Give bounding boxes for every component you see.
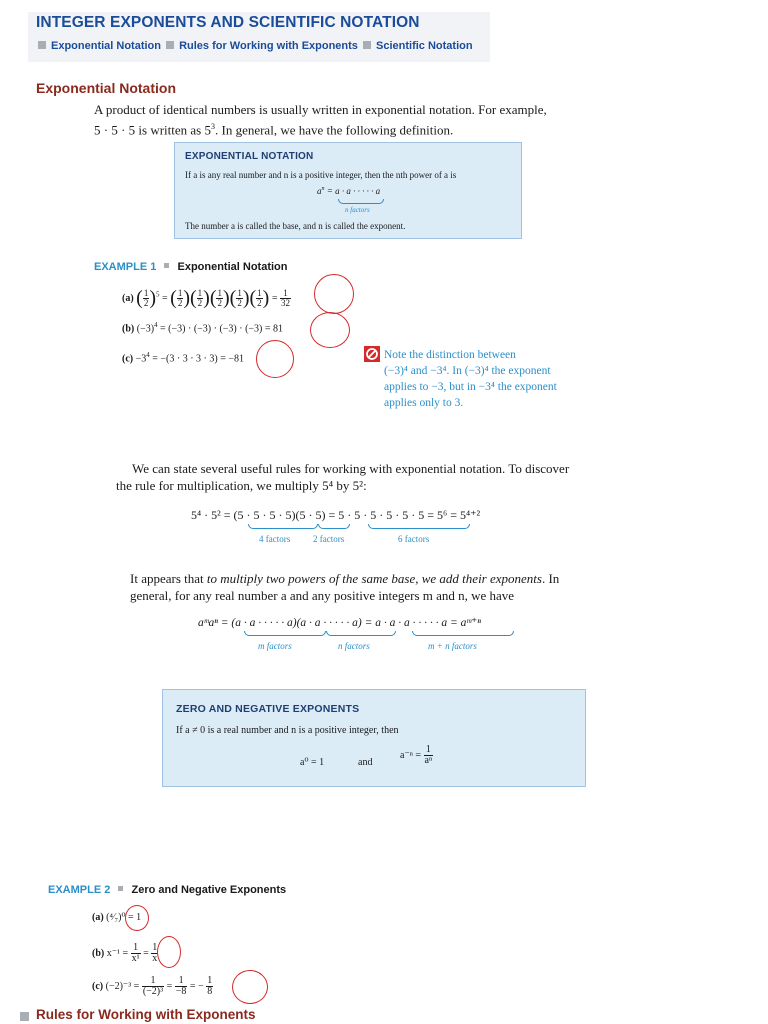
example1-part-a: (a) ( $\frac{1}{2}$ )$^5$ = ( $\frac{1}{2}$ )( $\frac{1}{2}$ )( $\frac{1}{2}$ )( $\frac{1}{2}$ )( $\frac{1}{2}$ ) = $\frac{1}{32}$ xyxy=(122,287,290,309)
bullet-square-icon xyxy=(38,41,46,49)
zero-negative-box-title: ZERO AND NEGATIVE EXPONENTS xyxy=(176,703,360,715)
brace-2-factors xyxy=(318,524,350,529)
example1-part-c: $(c) -3^4 = -(3 \cdot 3 \cdot 3 \cdot 3) = -81$ xyxy=(122,351,244,365)
red-circle-annotation xyxy=(256,340,294,378)
red-circle-annotation xyxy=(125,905,149,931)
example2-heading xyxy=(48,884,286,896)
example2-part-b: (b) x⁻¹ = $\frac{1}{\text{x¹}}$ = $\frac{1}{x}$ xyxy=(92,942,158,964)
label-4-factors: 4 factors xyxy=(259,534,291,544)
general-rule-equation: aᵐaⁿ = (a · a · · · · · a)(a · a · · · · · a) = a · a · a · · · · · a = aᵐ⁺ⁿ xyxy=(198,617,481,629)
bullet-square-icon xyxy=(20,1012,29,1021)
label-n-factors: n factors xyxy=(338,641,370,651)
definition-formula: $a^n = a \cdot a$ · · · · · a xyxy=(317,186,381,196)
zero-exponent-formula: a⁰ = 1 xyxy=(300,757,325,768)
red-circle-annotation xyxy=(310,312,350,348)
definition-line: If a is any real number and n is a positive integer, then the nth power of a is xyxy=(185,170,457,180)
zero-negative-condition: If a ≠ 0 is a real number and n is a positive integer, then xyxy=(176,725,399,736)
definition-factors-label: n factors xyxy=(345,206,370,214)
intro-line-1: A product of identical numbers is usually written in exponential notation. For example, xyxy=(94,102,547,117)
brace-4-factors xyxy=(248,524,318,529)
example1-heading xyxy=(94,261,287,273)
separator-square-icon xyxy=(118,886,123,891)
example2-label: EXAMPLE 2 xyxy=(48,884,111,896)
example2-title: Zero and Negative Exponents xyxy=(131,884,287,896)
label-2-factors: 2 factors xyxy=(313,534,345,544)
section-heading-rules: Rules for Working with Exponents xyxy=(36,1007,256,1022)
label-6-factors: 6 factors xyxy=(398,534,430,544)
brace-m-factors xyxy=(244,631,326,636)
label-m-plus-n-factors: m + n factors xyxy=(428,641,477,651)
bullet-square-icon xyxy=(363,41,371,49)
red-circle-annotation xyxy=(314,274,354,314)
definition-footer: The number a is called the base, and n is called the exponent. xyxy=(185,221,406,231)
section-heading-exponential-notation: Exponential Notation xyxy=(36,80,176,96)
example1-title: Exponential Notation xyxy=(177,261,288,273)
section-subnav xyxy=(36,40,473,52)
example1-label: EXAMPLE 1 xyxy=(94,261,157,273)
rules-intro-paragraph: We can state several useful rules for working with exponential notation. To discover the rule for multiplication, we multiply 5⁴ by 5²: xyxy=(116,461,570,493)
example1-part-b: (b) $(-3)^4 = (-3) \cdot (-3) \cdot (-3) \cdot (-3) = 81$ xyxy=(122,321,284,335)
bullet-square-icon xyxy=(166,41,174,49)
multiplication-example-equation: 5⁴ · 5² = (5 · 5 · 5 · 5)(5 · 5) = 5 · 5 · 5 · 5 · 5 · 5 = 5⁶ = 5⁴⁺² xyxy=(191,508,481,522)
brace-n-factors xyxy=(326,631,396,636)
definition-brace xyxy=(338,199,384,204)
and-word: and xyxy=(358,757,373,768)
brace-6-factors xyxy=(368,524,470,529)
example1-a-answer: $\frac{1}{32}$ xyxy=(280,288,290,308)
example2-part-c: (c) (−2)⁻³ = $\frac{1}{\text{(−2)³}}$ = $\frac{1}{-8}$ = − $\frac{1}{8}$ xyxy=(92,975,213,997)
intro-line-2: 5 · 5 · 5 is written as $5^3$. In general, we have the following definition. xyxy=(94,122,454,138)
intro-paragraph xyxy=(94,101,547,138)
definition-box-title: EXPONENTIAL NOTATION xyxy=(185,151,314,162)
subnav-scientific-notation[interactable]: Scientific Notation xyxy=(376,40,473,52)
brace-m-plus-n-factors xyxy=(412,631,514,636)
warning-note: Note the distinction between (−3)⁴ and −3⁴. In (−3)⁴ the exponent applies to −3, but in −3⁴ the exponent applies only to 3. xyxy=(384,349,557,409)
label-m-factors: m factors xyxy=(258,641,292,651)
example2-part-a: (a) (⁴⁄₇)⁰ = 1 xyxy=(92,912,142,923)
red-circle-annotation xyxy=(157,936,181,968)
warning-icon xyxy=(364,346,380,362)
chapter-title: INTEGER EXPONENTS AND SCIENTIFIC NOTATION xyxy=(36,14,420,31)
general-rule-paragraph: It appears that to multiply two powers of the same base, we add their exponents. In general, for any real number a and any positive integers m and n, we have xyxy=(130,571,560,603)
subnav-rules-for-exponents[interactable]: Rules for Working with Exponents xyxy=(179,40,358,52)
subnav-exponential-notation[interactable]: Exponential Notation xyxy=(51,40,161,52)
red-circle-annotation xyxy=(232,970,268,1004)
separator-square-icon xyxy=(164,263,169,268)
negative-exponent-formula: a⁻ⁿ = $\frac{1}{\text{aⁿ}}$ xyxy=(400,744,433,766)
